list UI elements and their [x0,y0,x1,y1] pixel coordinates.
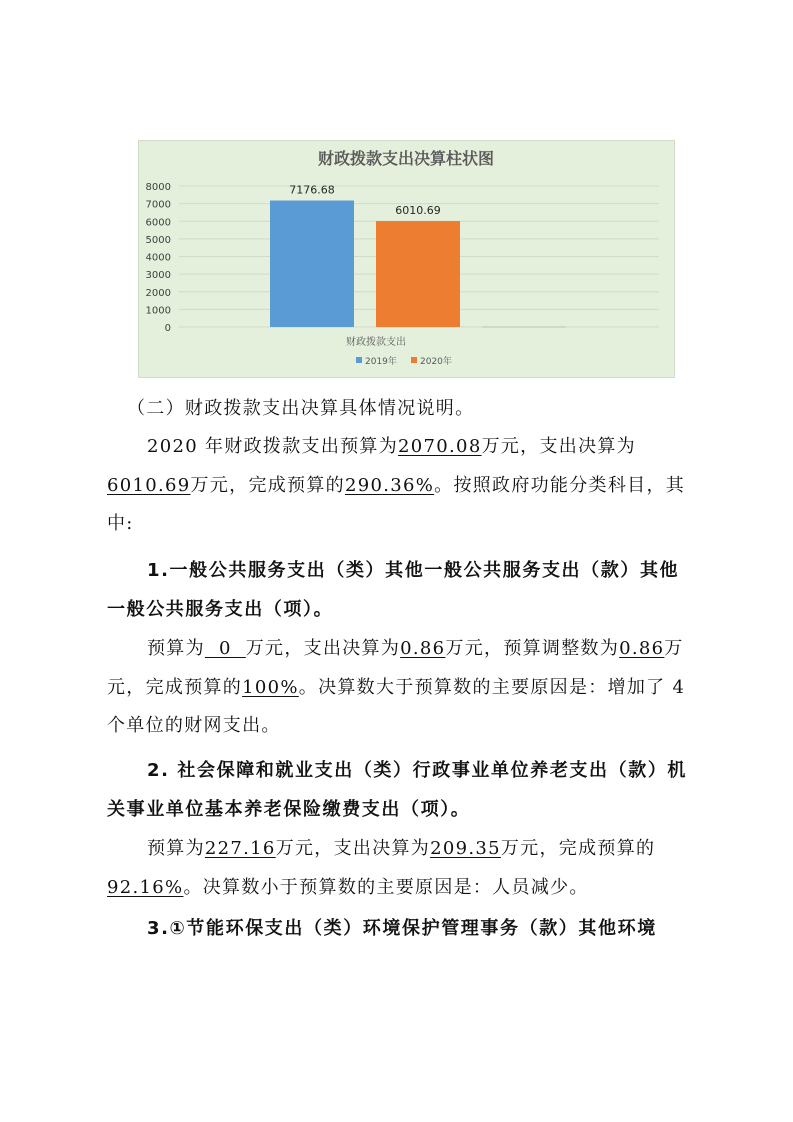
bar-data-label: 6010.69 [395,204,441,218]
intro-actual: 6010.69 [107,474,191,496]
bar-chart [138,140,675,378]
intro-text-4: 。按照政府功能分类科目，其中: [107,474,686,534]
item1-adjust: 0.86 [619,638,665,659]
intro-text-3: 万元，完成预算的 [190,474,345,496]
item2-text-3: 万元，完成预算的 [500,838,656,859]
y-tick-label: 7000 [145,199,171,211]
item2-paragraph [107,830,697,907]
item1-actual: 0.86 [400,638,446,659]
item2-text-4: 。决算数小于预算数的主要原因是：人员减少。 [183,876,589,898]
intro-paragraph [107,428,697,544]
chart-title: 财政拨款支出决算柱状图 [317,149,495,168]
item2-rate: 92.16% [107,876,184,898]
intro-text-1: 2020 年财政拨款支出预算为 [147,436,399,457]
item1-paragraph [107,630,697,746]
bar-2020年 [376,221,460,327]
y-tick-label: 2000 [145,287,171,299]
legend-label: 2020年 [420,357,452,367]
item2-actual: 209.35 [430,838,501,859]
item1-text-4: 万元，完成预算的 [107,638,684,698]
item1-text-5: 。决算数大于预算数的主要原因是：增加了 4 个单位的财网支出。 [107,676,686,736]
legend-swatch [356,357,362,363]
section-heading: （二）财政拨款支出决算具体情况说明。 [127,398,475,419]
legend-label: 2019年 [365,357,397,367]
legend-swatch [411,357,417,363]
item1-budget: 0 [204,638,246,659]
item2-text-1: 预算为 [147,838,205,859]
y-tick-label: 8000 [145,182,171,193]
y-tick-label: 0 [164,323,171,334]
item1-text-2: 万元，支出决算为 [245,638,401,659]
intro-rate: 290.36% [344,474,435,496]
item1-text-1: 预算为 [147,638,205,659]
y-tick-label: 3000 [145,270,171,282]
y-tick-label: 5000 [145,234,171,246]
item2-text-2: 万元，支出决算为 [275,838,431,859]
item2-heading: 2. 社会保障和就业支出（类）行政事业单位养老支出（款）机关事业单位基本养老保险缴费支出（项）。 [107,760,688,820]
bar-data-label: 7176.68 [289,183,335,197]
chart-svg [139,141,674,377]
item1-heading: 1.一般公共服务支出（类）其他一般公共服务支出（款）其他一般公共服务支出（项）。 [107,560,680,620]
item1-text-3: 万元，预算调整数为 [445,638,620,659]
y-tick-label: 1000 [145,305,171,317]
y-tick-label: 6000 [145,217,171,229]
item2-budget: 227.16 [204,838,276,859]
item1-rate: 100% [242,676,299,698]
bar-2019年 [270,201,354,327]
intro-budget: 2070.08 [398,436,482,457]
item3-heading: 3.①节能环保支出（类）环境保护管理事务（款）其他环境 [147,918,657,939]
intro-text-2: 万元，支出决算为 [481,436,636,457]
y-tick-label: 4000 [145,252,171,264]
x-category-label: 财政拨款支出 [346,337,406,348]
